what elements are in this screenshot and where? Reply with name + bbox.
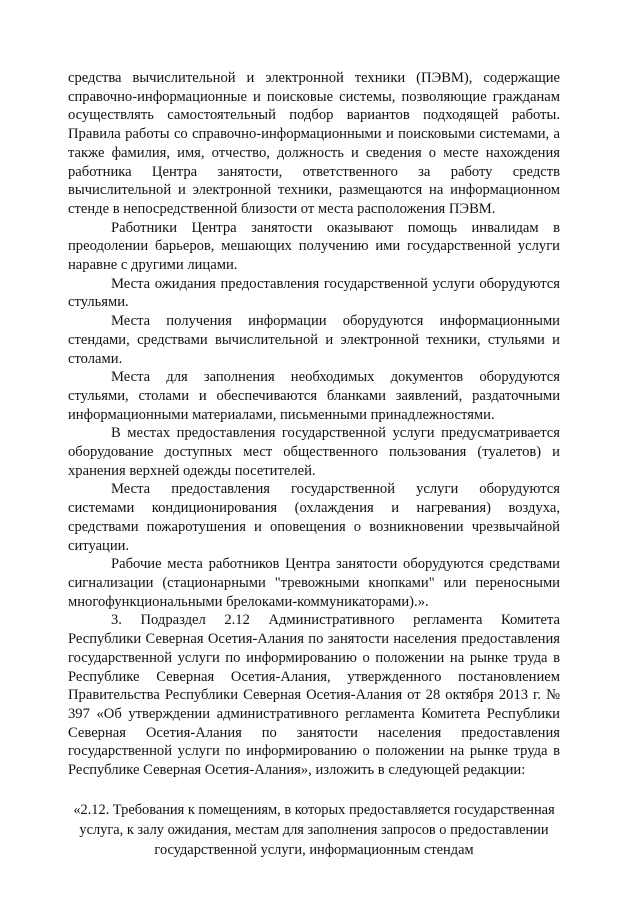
document-body	[68, 69, 560, 860]
paragraph-subsection-amendment: 3. Подраздел 2.12 Административного регламента Комитета Республики Северная Осетия-Алания по занятости населения предоставления государственной услуги по информированию о положении на рынке труда в Республике Северная Осетия-Алания, утвержденного постановлением Правительства Республики Северная Осетия-Алания от 28 октября 2013 г. № 397 «Об утверждении административного регламента Комитета Республики Северная Осетия-Алания по занятости населения предоставления государственной услуги по информированию о положении на рынке труда в Республике Северная Осетия-Алания», изложить в следующей редакции:	[68, 612, 560, 779]
paragraph-document-filling-places: Места для заполнения необходимых документов оборудуются стульями, столами и обеспечиваются бланками заявлений, раздаточными информационными материалами, письменными принадлежностями.	[68, 369, 560, 423]
paragraph-public-facilities: В местах предоставления государственной услуги предусматривается оборудование доступных мест общественного пользования (туалетов) и хранения верхней одежды посетителей.	[68, 425, 560, 479]
paragraph-waiting-places: Места ожидания предоставления государственной услуги оборудуются стульями.	[68, 275, 560, 311]
paragraph-information-places: Места получения информации оборудуются информационными стендами, средствами вычислительной и электронной техники, стульями и столами.	[68, 313, 560, 367]
paragraph-disabled-assistance: Работники Центра занятости оказывают помощь инвалидам в преодолении барьеров, мешающих получению ими государственной услуги наравне с другими лицами.	[68, 219, 560, 274]
section-heading: «2.12. Требования к помещениям, в которых предоставляется государственная услуга, к залу ожидания, местам для заполнения запросов о предоставлении государственной услуги, информационным стендам	[73, 801, 555, 858]
paragraph-pevm-equipment: средства вычислительной и электронной техники (ПЭВМ), содержащие справочно-информационные и поисковые системы, позволяющие гражданам осуществлять самостоятельный подбор вариантов подходящей работы. Правила работы со справочно-информационными и поисковыми системами, а также фамилия, имя, отчество, должность и сведения о месте нахождения работника Центра занятости, ответственного за работу средств вычислительной и электронной техники, размещаются на информационном стенде в непосредственной близости от места расположения ПЭВМ.	[68, 70, 560, 217]
paragraph-alarm-systems: Рабочие места работников Центра занятости оборудуются средствами сигнализации (стационарными "тревожными кнопками" или переносными многофункциональными брелоками-коммуникаторами).».	[68, 556, 560, 610]
paragraph-conditioning-safety: Места предоставления государственной услуги оборудуются системами кондиционирования (охлаждения и нагревания) воздуха, средствами пожаротушения и оповещения о возникновении чрезвычайной ситуации.	[68, 481, 560, 554]
